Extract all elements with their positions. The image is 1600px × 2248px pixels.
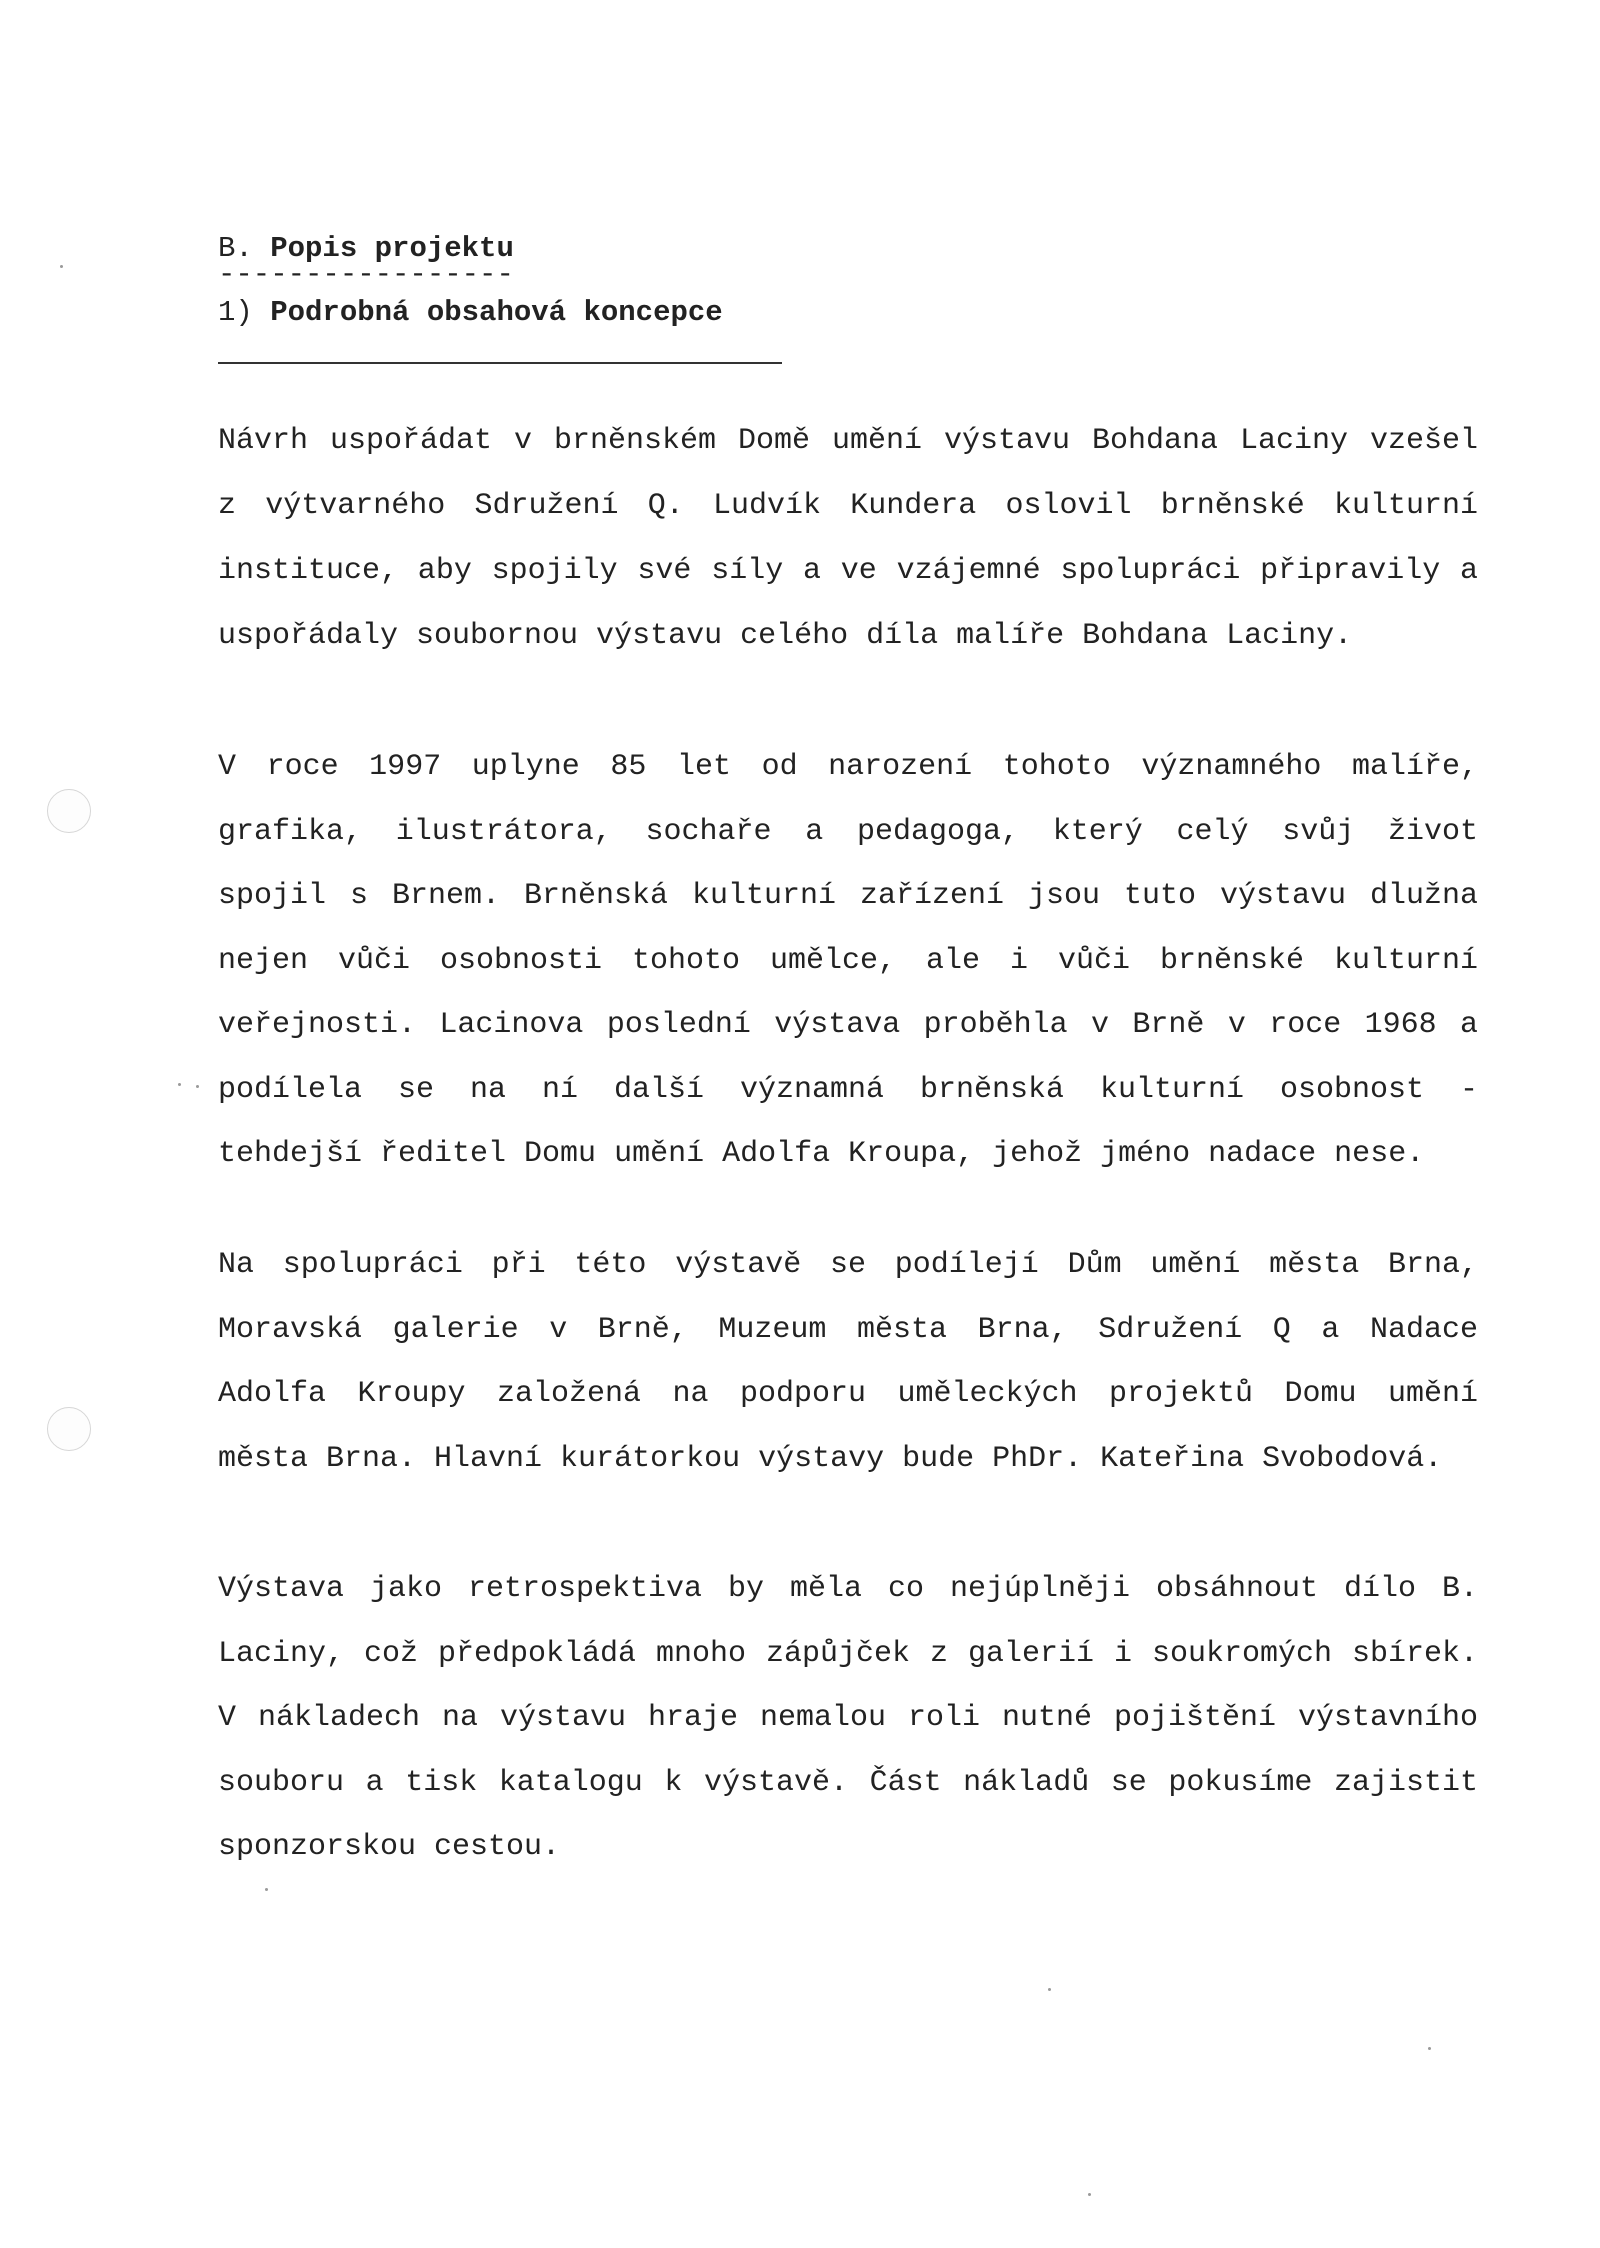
scan-speck [60, 265, 63, 268]
scan-speck [1428, 2047, 1431, 2050]
scan-speck [265, 1888, 268, 1891]
heading-rule [218, 362, 782, 364]
section-title: Popis projektu [270, 232, 514, 265]
subsection-heading [218, 296, 723, 329]
paragraph-1: Návrh uspořádat v brněnském Domě umění výstavu Bohdana Laciny vzešel z výtvarného Sdružení Q. Ludvík Kundera oslovil brněnské kulturní instituce, aby spojily své síly a ve vzájemné spolupráci připravily a uspořádaly soubornou výstavu celého díla malíře Bohdana Laciny. [218, 424, 1478, 653]
scan-speck [1088, 2193, 1091, 2196]
section-letter: B. [218, 232, 253, 265]
subsection-number: 1) [218, 296, 253, 329]
punch-hole-upper [47, 789, 91, 833]
paragraph-2: V roce 1997 uplyne 85 let od narození tohoto významného malíře, grafika, ilustrátora, sochaře a pedagoga, který celý svůj život spojil s Brnem. Brněnská kulturní zařízení jsou tuto výstavu dlužna nejen vůči osobnosti tohoto umělce, ale i vůči brněnské kulturní veřejnosti. Lacinova poslední výstava proběhla v Brně v roce 1968 a podílela se na ní další významná brněnská kulturní osobnost - tehdejší ředitel Domu umění Adolfa Kroupa, jehož jméno nadace nese. [218, 750, 1478, 1171]
paragraph-3: Na spolupráci při této výstavě se podílejí Dům umění města Brna, Moravská galerie v Brně, Muzeum města Brna, Sdružení Q a Nadace Adolfa Kroupy založená na podporu uměleckých projektů Domu umění města Brna. Hlavní kurátorkou výstavy bude PhDr. Kateřina Svobodová. [218, 1248, 1478, 1476]
punch-hole-lower [47, 1407, 91, 1451]
section-heading-underline: ----------------- [218, 258, 514, 291]
scan-speck [196, 1085, 199, 1088]
scan-speck [178, 1083, 181, 1086]
paragraph-4: Výstava jako retrospektiva by měla co nejúplněji obsáhnout dílo B. Laciny, což předpokládá mnoho zápůjček z galerií i soukromých sbírek. V nákladech na výstavu hraje nemalou roli nutné pojištění výstavního souboru a tisk katalogu k výstavě. Část nákladů se pokusíme zajistit sponzorskou cestou. [218, 1572, 1478, 1864]
subsection-title: Podrobná obsahová koncepce [270, 296, 723, 329]
scan-speck [1048, 1988, 1051, 1991]
